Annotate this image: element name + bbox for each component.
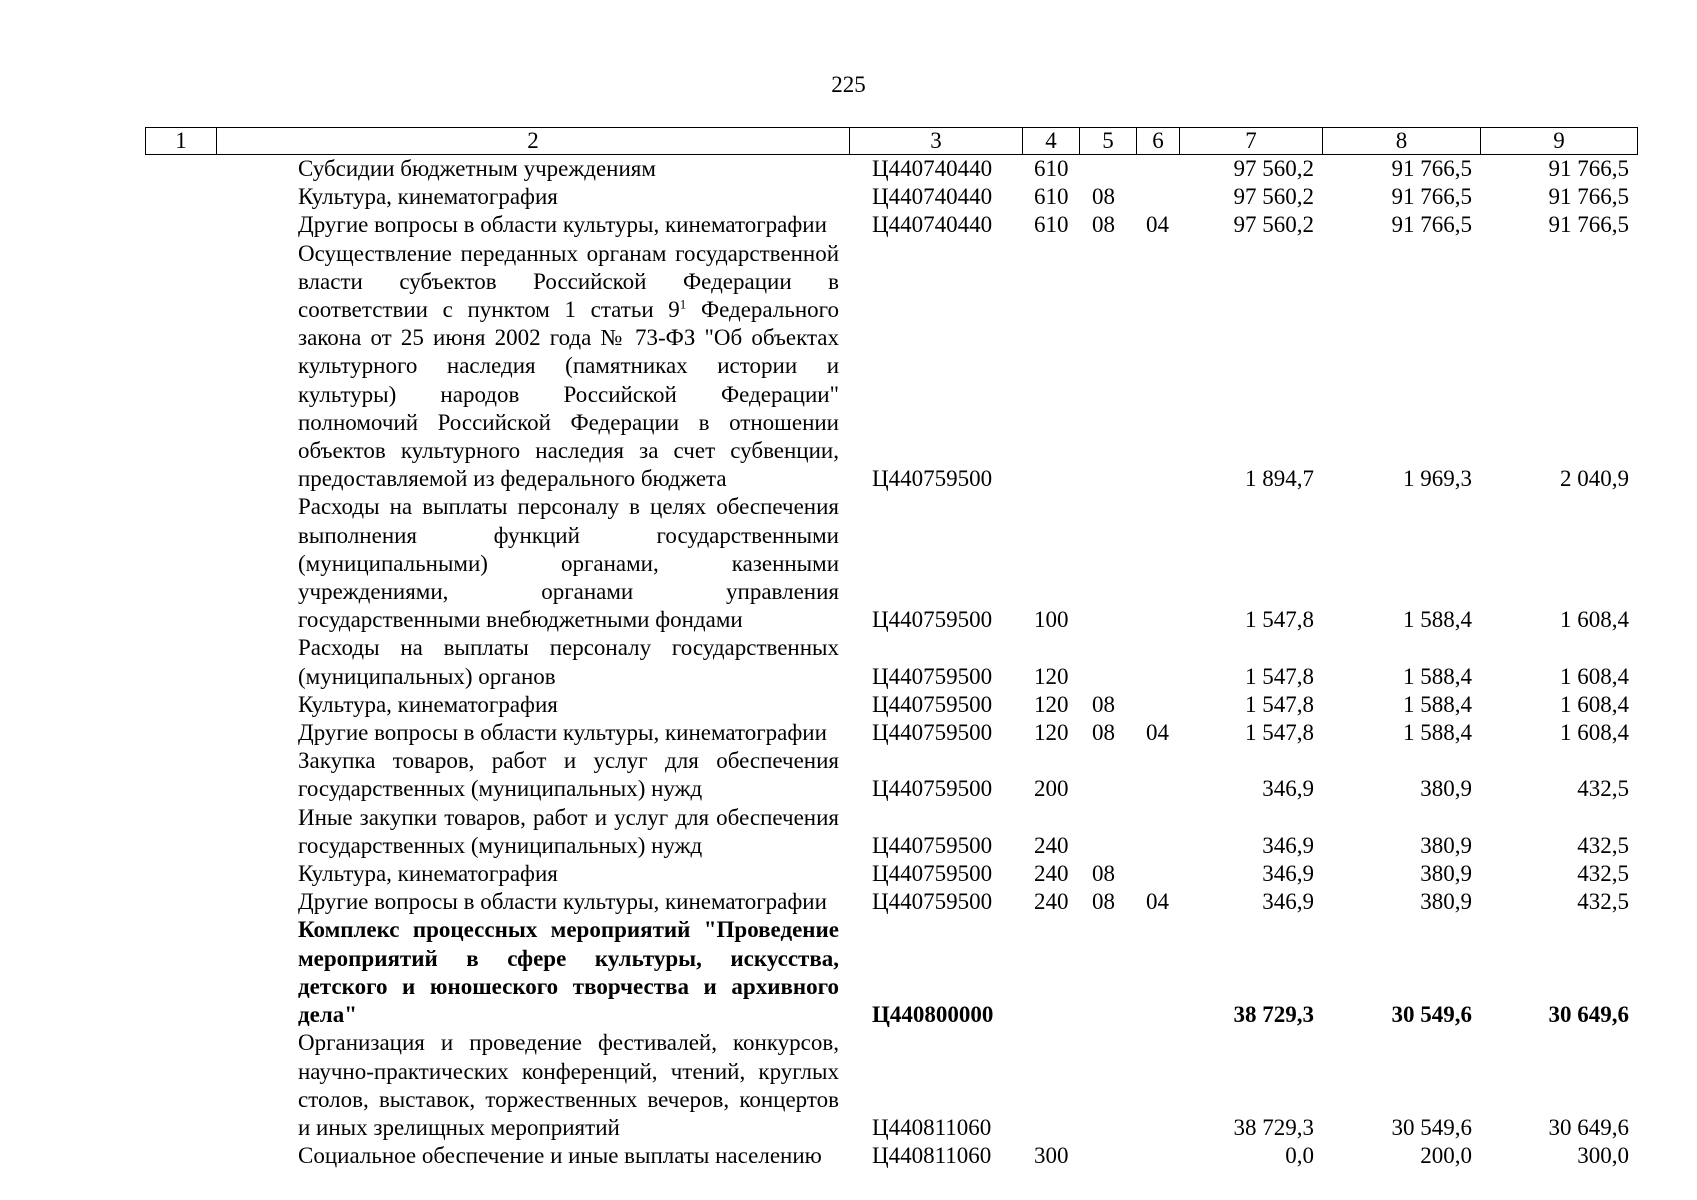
row-value-7: 1 547,8 [1245,720,1314,746]
row-col5 [1079,1142,1136,1170]
row-name: Культура, кинематография [298,691,558,717]
row-value-8: 91 766,5 [1391,212,1472,238]
row-value-8: 380,9 [1420,861,1472,887]
row-col4: 120 [1034,720,1069,746]
row-name-part: Федерального закона от 25 июня 2002 года № 73-ФЗ "Об объектах культурного наследия (памятниках истории и культуры) народов Российской Федерации" полномочий Российской Федерации в отношении объектов культурного наследия за счет субвенции, предоставляемой из федерального бюджета [298,297,839,492]
row-name-part: Осуществление переданных органам государственной власти субъектов Российской Федерации в соответствии с пунктом 1 статьи 9 [298,240,839,323]
row-name: Другие вопросы в области культуры, кинематографии [298,212,827,238]
row-name: Закупка товаров, работ и услуг для обеспечения государственных (муниципальных) нужд [298,748,839,802]
row-col4: 240 [1034,861,1069,887]
row-col5 [1079,493,1136,634]
row-value-8: 1 588,4 [1403,663,1472,689]
row-value-9: 1 608,4 [1560,720,1629,746]
row-col4: 100 [1034,607,1069,633]
row-col4: 300 [1034,1143,1069,1169]
row-col5 [1079,804,1136,860]
row-value-7: 346,9 [1262,861,1314,887]
row-value-9: 432,5 [1577,832,1629,858]
row-number-cell [145,155,216,183]
column-header-1: 1 [146,128,217,155]
row-value-9: 432,5 [1577,861,1629,887]
row-value-9: 30 649,6 [1548,1002,1629,1028]
row-col6 [1136,240,1179,494]
row-col5: 08 [1092,889,1115,915]
row-code: Ц440759500 [872,466,993,492]
row-value-9: 30 649,6 [1548,1114,1629,1140]
row-value-7: 1 547,8 [1245,663,1314,689]
row-code: Ц440740440 [872,212,993,238]
row-value-7: 97 560,2 [1233,184,1314,210]
row-value-8: 30 549,6 [1391,1002,1472,1028]
row-col6 [1136,804,1179,860]
row-name: Культура, кинематография [298,184,558,210]
row-col6 [1136,493,1179,634]
row-value-7: 1 547,8 [1245,607,1314,633]
row-number-cell [145,493,216,634]
row-col4: 120 [1034,691,1069,717]
row-col6 [1136,691,1179,719]
column-header-3: 3 [850,128,1023,155]
column-header-9: 9 [1481,128,1638,155]
row-code: Ц440759500 [872,889,993,915]
row-col4 [1022,240,1079,494]
table-row [145,1029,1637,1142]
table-row [145,888,1637,916]
row-col6 [1136,916,1179,1029]
row-name: Комплекс процессных мероприятий "Проведение мероприятий в сфере культуры, искусства, детского и юношеского творчества и архивного дела" [298,917,839,1028]
row-value-9: 300,0 [1577,1143,1629,1169]
column-header-8: 8 [1323,128,1481,155]
row-number-cell [145,211,216,239]
row-value-9: 91 766,5 [1548,212,1629,238]
row-value-7: 1 894,7 [1245,466,1314,492]
row-value-7: 38 729,3 [1233,1002,1314,1028]
row-number-cell [145,860,216,888]
row-col6 [1136,155,1179,183]
row-col4: 200 [1034,776,1069,802]
superscript-article-number: 1 [679,296,687,312]
row-name: Иные закупки товаров, работ и услуг для обеспечения государственных (муниципальных) нужд [298,804,839,858]
row-col5: 08 [1092,212,1115,238]
row-col4: 610 [1034,212,1069,238]
row-number-cell [145,719,216,747]
row-value-9: 1 608,4 [1560,607,1629,633]
row-number-cell [145,1142,216,1170]
row-col5: 08 [1092,691,1115,717]
row-code: Ц440759500 [872,607,993,633]
row-number-cell [145,691,216,719]
row-col6 [1136,860,1179,888]
row-code: Ц440800000 [872,1002,994,1028]
row-value-8: 1 969,3 [1403,466,1472,492]
row-value-9: 2 040,9 [1560,466,1629,492]
row-value-8: 91 766,5 [1391,156,1472,181]
row-col6 [1136,183,1179,211]
row-col5: 08 [1092,861,1115,887]
row-value-7: 346,9 [1262,776,1314,802]
row-number-cell [145,916,216,1029]
row-value-8: 380,9 [1420,776,1472,802]
row-number-cell [145,1029,216,1142]
row-number-cell [145,183,216,211]
row-value-7: 1 547,8 [1245,691,1314,717]
row-name: Другие вопросы в области культуры, кинематографии [298,889,827,915]
row-code: Ц440759500 [872,861,993,887]
row-col4 [1022,916,1079,1029]
row-value-9: 91 766,5 [1548,184,1629,210]
row-name: Организация и проведение фестивалей, конкурсов, научно-практических конференций, чтений, круглых столов, выставок, торжественных вечеров, концертов и иных зрелищных мероприятий [298,1030,839,1140]
row-value-7: 0,0 [1285,1143,1314,1169]
row-value-8: 91 766,5 [1391,184,1472,210]
row-value-7: 97 560,2 [1233,156,1314,181]
column-header-7: 7 [1180,128,1323,155]
row-col5 [1079,240,1136,494]
row-col6: 04 [1146,720,1169,746]
row-col5: 08 [1092,720,1115,746]
row-code: Ц440811060 [872,1114,992,1140]
row-code: Ц440759500 [872,691,993,717]
row-value-9: 432,5 [1577,776,1629,802]
row-name: Расходы на выплаты персоналу государственных (муниципальных) органов [298,635,839,689]
table-row [145,183,1637,211]
row-code: Ц440759500 [872,832,993,858]
column-header-2: 2 [217,128,850,155]
row-code: Ц440740440 [872,184,993,210]
row-name [216,240,849,494]
row-value-7: 346,9 [1262,832,1314,858]
row-value-8: 380,9 [1420,889,1472,915]
row-col4 [1022,1029,1079,1142]
row-value-8: 30 549,6 [1391,1114,1472,1140]
row-code: Ц440759500 [872,776,993,802]
table-row [145,747,1637,803]
column-header-table [145,127,1638,155]
column-header-5: 5 [1080,128,1137,155]
row-number-cell [145,240,216,494]
row-value-8: 1 588,4 [1403,691,1472,717]
row-name: Социальное обеспечение и иные выплаты населению [298,1143,822,1169]
row-col4: 240 [1034,889,1069,915]
row-col6 [1136,1029,1179,1142]
column-header-4: 4 [1023,128,1080,155]
row-value-9: 91 766,5 [1548,156,1629,181]
row-value-8: 1 588,4 [1403,720,1472,746]
row-name: Расходы на выплаты персоналу в целях обеспечения выполнения функций государственными (муниципальными) органами, казенными учреждениями, органами управления государственными внебюджетными фондами [298,494,839,633]
row-name: Субсидии бюджетным учреждениям [298,156,656,181]
table-row [145,240,1637,494]
column-header-row [146,128,1638,155]
row-col4: 610 [1034,156,1069,181]
table-row [145,155,1637,183]
row-col6: 04 [1146,889,1169,915]
row-value-7: 346,9 [1262,889,1314,915]
row-value-9: 1 608,4 [1560,691,1629,717]
row-name: Культура, кинематография [298,861,558,887]
row-number-cell [145,888,216,916]
table-row [145,634,1637,690]
row-code: Ц440811060 [872,1143,992,1169]
table-row [145,1142,1637,1170]
row-col6 [1136,747,1179,803]
row-value-8: 380,9 [1420,832,1472,858]
row-name: Другие вопросы в области культуры, кинематографии [298,720,827,746]
row-col5 [1079,747,1136,803]
row-number-cell [145,804,216,860]
row-value-9: 1 608,4 [1560,663,1629,689]
row-col6 [1136,1142,1179,1170]
row-col5 [1079,634,1136,690]
table-row [145,916,1637,1029]
page-number: 225 [831,72,866,97]
table-row [145,804,1637,860]
row-value-8: 1 588,4 [1403,607,1472,633]
column-header-6: 6 [1137,128,1180,155]
row-col6 [1136,634,1179,690]
row-code: Ц440740440 [872,156,993,181]
table-row [145,719,1637,747]
row-value-9: 432,5 [1577,889,1629,915]
row-number-cell [145,747,216,803]
row-code: Ц440759500 [872,663,993,689]
table-row [145,860,1637,888]
row-value-7: 38 729,3 [1233,1114,1314,1140]
row-col4: 120 [1034,663,1069,689]
row-value-8: 200,0 [1420,1143,1472,1169]
row-code: Ц440759500 [872,720,993,746]
row-col5 [1079,916,1136,1029]
row-number-cell [145,634,216,690]
table-row [145,211,1637,239]
row-col5 [1079,1029,1136,1142]
row-col5: 08 [1092,184,1115,210]
row-col5 [1079,155,1136,183]
row-col4: 610 [1034,184,1069,210]
row-value-7: 97 560,2 [1233,212,1314,238]
table-row [145,691,1637,719]
budget-table [145,155,1637,1170]
table-row [145,493,1637,634]
row-col4: 240 [1034,832,1069,858]
row-col6: 04 [1146,212,1169,238]
